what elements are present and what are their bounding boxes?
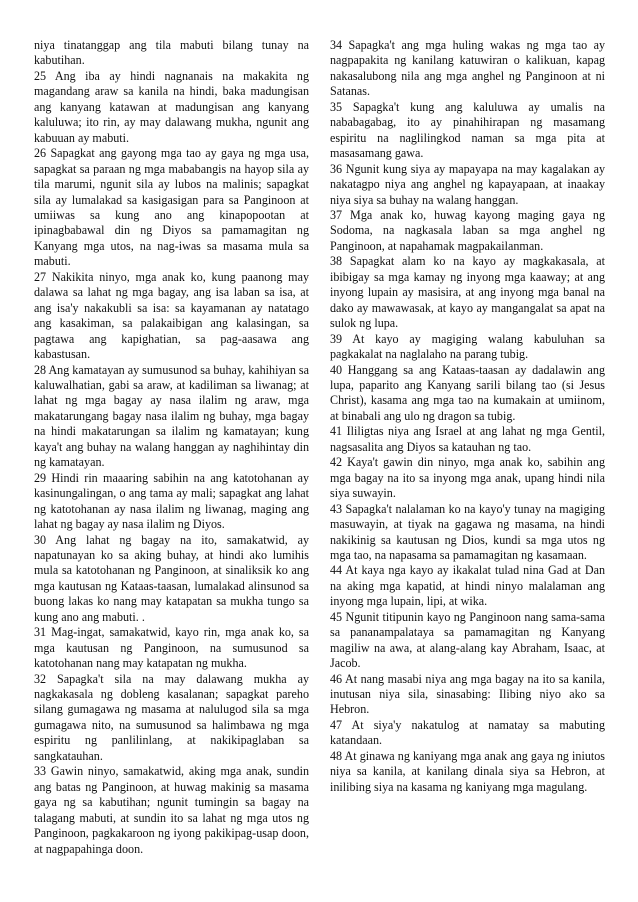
paragraph-continuation: niya tinatanggap ang tila mabuti bilang tunay na kabutihan. (34, 38, 309, 68)
verse-31: 31 Mag-ingat, samakatwid, kayo rin, mga anak ko, sa mga kautusan ng Panginoon, na sumusunod sa katotohanan nang may katapatan ng mukha. (34, 625, 309, 671)
verse-48: 48 At ginawa ng kaniyang mga anak ang gaya ng iniutos niya sa kanila, at kanilang dinala siya sa Hebron, at inilibing siya na kasama ng kaniyang mga magulang. (330, 748, 605, 794)
verse-25: 25 Ang iba ay hindi nagnanais na makakita ng magandang araw sa kanila na hindi, baka madungisan ang kanyang katawan at madungisan ang kanyang kaluluwa; ito rin, ay may dalawang mukha, ngunit ang kabuuan ay mabuti. (34, 68, 309, 145)
verse-35: 35 Sapagka't kung ang kaluluwa ay umalis na nababagabag, ito ay pinahihirapan ng masamang espiritu na naglilingkod naman sa mga pita at masasamang gawa. (330, 99, 605, 161)
verse-44: 44 At kaya nga kayo ay ikakalat tulad nina Gad at Dan na aking mga kapatid, at hindi ninyo malalaman ang inyong mga lupain, lipi, at wika. (330, 563, 605, 609)
verse-28: 28 Ang kamatayan ay sumusunod sa buhay, kahihiyan sa kaluwalhatian, gabi sa araw, at kadiliman sa liwanag; at lahat ng mga bagay ay nasa ilalim ng araw, mga makatarungang bagay nasa ilalim ng buhay, mga bagay na hindi makatarungan sa ilalim ng kamatayan; kung kaya't ang buhay na walang hanggan ay naghihintay din ng kamatayan. (34, 362, 309, 470)
verse-46: 46 At nang masabi niya ang mga bagay na ito sa kanila, inutusan niya sila, sinasabing: Ilibing niyo ako sa Hebron. (330, 671, 605, 717)
verse-41: 41 Ililigtas niya ang Israel at ang lahat ng mga Gentil, nagsasalita ang Diyos sa katauhan ng tao. (330, 424, 605, 454)
verse-34: 34 Sapagka't ang mga huling wakas ng mga tao ay nagpapakita ng kanilang katuwiran o kalikuan, kapag nakasalubong nila ang mga anghel ng Panginoon at ni Satanas. (330, 38, 605, 99)
verse-39: 39 At kayo ay magiging walang kabuluhan sa pagkakalat na naglalaho na parang tubig. (330, 331, 605, 362)
verse-47: 47 At siya'y nakatulog at namatay sa mabuting katandaan. (330, 717, 605, 748)
verse-32: 32 Sapagka't sila na may dalawang mukha ay nagkakasala ng dobleng kasalanan; sapagkat pareho silang gumagawa ng masama at nalulugod sila sa mga gumagawa nito, na sumusunod sa halimbawa ng mga espiritu ng panlilinlang, at nakikipaglaban sa sangkatauhan. (34, 671, 309, 763)
verse-27: 27 Nakikita ninyo, mga anak ko, kung paanong may dalawa sa lahat ng mga bagay, ang isa laban sa isa, at ang isa'y nakakubli sa isa: sa kayamanan ay natatago ang kasakiman, sa palakaibigan ang kalasingan, sa pagtawa ang kapighatian, sa pag-aasawa ang kabastusan. (34, 269, 309, 362)
verse-42: 42 Kaya't gawin din ninyo, mga anak ko, sabihin ang mga bagay na ito sa inyong mga anak, upang hindi nila siya suwayin. (330, 455, 605, 501)
verse-36: 36 Ngunit kung siya ay mapayapa na may kagalakan ay nakatagpo niya ang anghel ng kapayapaan, at inaakay niya siya sa buhay na walang hanggan. (330, 161, 605, 207)
verse-45: 45 Ngunit titipunin kayo ng Panginoon nang sama-sama sa pananampalataya sa pamamagitan ng Kanyang magiliw na awa, at alang-alang kay Abraham, Isaac, at Jacob. (330, 609, 605, 671)
verse-29: 29 Hindi rin maaaring sabihin na ang katotohanan ay kasinungalingan, o ang tama ay mali; sapagkat ang lahat ng katotohanan ay nasa ilalim ng liwanag, maging ang lahat ng bagay ay nasa ilalim ng Diyos. (34, 470, 309, 532)
verse-26: 26 Sapagkat ang gayong mga tao ay gaya ng mga usa, sapagkat sa paraan ng mga mababangis na hayop sila ay tila marumi, ngunit sila ay lubos na malinis; sapagkat sila ay lumalakad sa kasigasigan para sa Panginoon at umiiwas sa kung ano ang kinapopootan at ipinagbabawal din ng Diyos sa pamamagitan ng Kanyang mga utos, na nag-iwas sa masama mula sa mabuti. (34, 146, 309, 269)
verse-37: 37 Mga anak ko, huwag kayong maging gaya ng Sodoma, na nagkasala laban sa mga anghel ng Panginoon, at napahamak magpakailanman. (330, 207, 605, 253)
verse-38: 38 Sapagkat alam ko na kayo ay magkakasala, at ibibigay sa mga kamay ng inyong mga kaaway; at ang inyong lupain ay masisira, at ang inyong mga banal na dako ay mawawasak, at kayo ay mangangalat sa apat na sulok ng lupa. (330, 254, 605, 331)
verse-40: 40 Hanggang sa ang Kataas-taasan ay dadalawin ang lupa, paparito ang Kanyang sarili bilang tao (si Jesus Christ), kasama ang mga tao na kumakain at umiinom, at binabali ang ulo ng dragon sa tubig. (330, 362, 605, 423)
left-text-column (34, 38, 309, 857)
verse-43: 43 Sapagka't nalalaman ko na kayo'y tunay na magiging masuwayin, at tiyak na gagawa ng masama, na hindi nakikinig sa kautusan ng Dios, kundi sa mga utos ng mga tao, na napasama sa pamamagitan ng kasamaan. (330, 501, 605, 562)
verse-33: 33 Gawin ninyo, samakatwid, aking mga anak, sundin ang batas ng Panginoon, at huwag makinig sa masama gaya ng sa kabutihan; ngunit tumingin sa bagay na talagang mabuti, at sundin ito sa lahat ng mga utos ng Panginoon, pagkakaroon ng iyong pakikipag-usap doon, at nagpapahinga doon. (34, 764, 309, 856)
right-text-column (330, 38, 605, 795)
verse-30: 30 Ang lahat ng bagay na ito, samakatwid, ay napatunayan ko sa aking buhay, at hindi ako lumihis mula sa katotohanan ng Panginoon, at sinaliksik ko ang mga kautusan ng Kataas-taasan, lumalakad alinsunod sa buong lakas ko nang may katapatan sa mukha tungo sa kung ano ang mabuti. . (34, 532, 309, 624)
